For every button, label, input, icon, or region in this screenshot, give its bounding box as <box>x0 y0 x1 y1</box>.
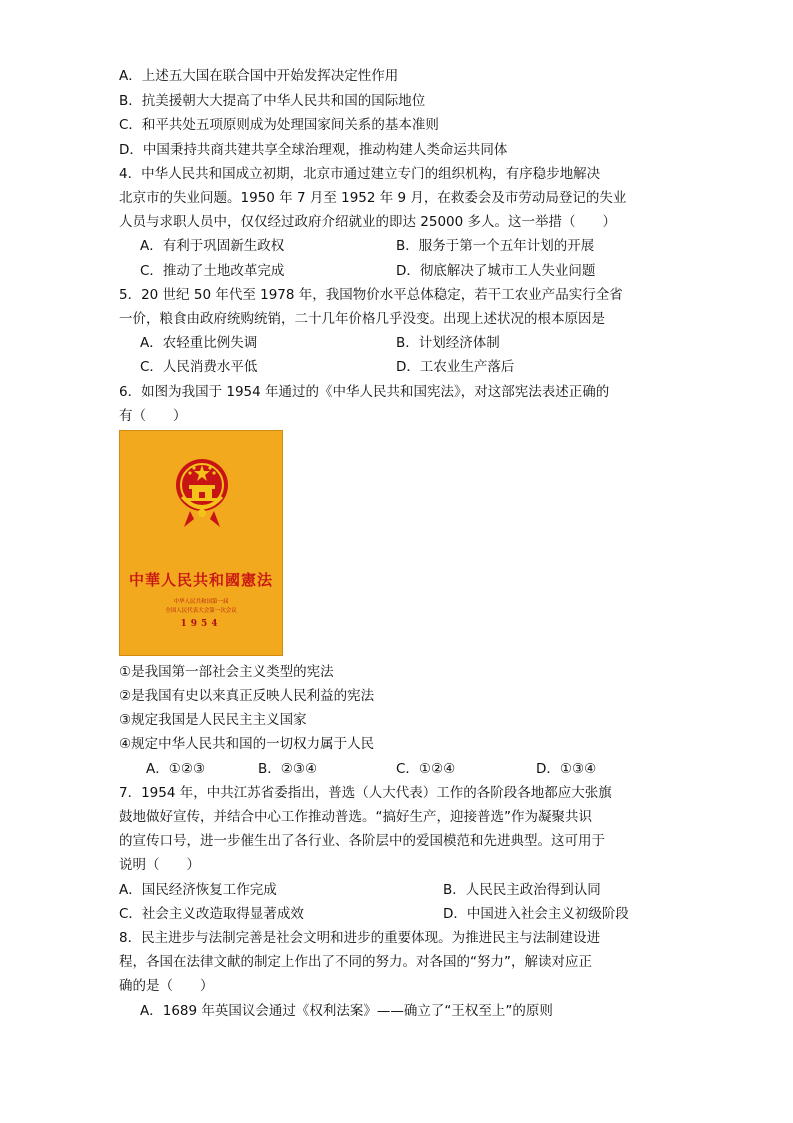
q4-option-d: D．彻底解决了城市工人失业问题 <box>396 263 596 279</box>
q4-stem-line1: 4．中华人民共和国成立初期，北京市通过建立专门的组织机构，有序稳步地解决 <box>119 166 601 182</box>
q6-statement-1: ①是我国第一部社会主义类型的宪法 <box>119 664 334 680</box>
q6-option-b: B．②③④ <box>258 761 318 777</box>
q5-option-a: A．农轻重比例失调 <box>140 335 258 351</box>
national-emblem-icon <box>172 453 232 539</box>
q7-stem-line2: 鼓地做好宣传，并结合中心工作推动普选。“搞好生产，迎接普选”作为凝聚共识 <box>119 809 592 825</box>
q7-option-a: A．国民经济恢复工作完成 <box>119 882 277 898</box>
q7-option-b: B．人民民主政治得到认同 <box>443 882 601 898</box>
q4-option-b: B．服务于第一个五年计划的开展 <box>396 238 595 254</box>
q6-stem-line2: 有（ ） <box>119 408 187 424</box>
book-subtitle-line1: 中华人民共和国第一届 <box>173 599 229 605</box>
q6-statement-2: ②是我国有史以来真正反映人民利益的宪法 <box>119 688 375 704</box>
q6-option-c: C．①②④ <box>396 761 456 777</box>
q4-stem-line3: 人员与求职人员中，仅仅经过政府介绍就业的即达 25000 多人。这一举措（ ） <box>119 214 617 230</box>
q8-stem-line2: 程，各国在法律文献的制定上作出了不同的努力。对各国的“努力”，解读对应正 <box>119 954 592 970</box>
book-year: 1954 <box>180 619 222 629</box>
book-title: 中華人民共和國憲法 <box>128 571 273 589</box>
q4-option-a: A．有利于巩固新生政权 <box>140 238 285 254</box>
q7-option-d: D．中国进入社会主义初级阶段 <box>443 906 629 922</box>
q7-option-c: C．社会主义改造取得显著成效 <box>119 906 304 922</box>
q3-option-c: C．和平共处五项原则成为处理国家间关系的基本准则 <box>119 117 439 133</box>
q4-option-c: C．推动了土地改革完成 <box>140 263 285 279</box>
constitution-book-cover-image <box>119 430 283 656</box>
q8-stem-line1: 8．民主进步与法制完善是社会文明和进步的重要体现。为推进民主与法制建设进 <box>119 930 601 946</box>
q5-option-c: C．人民消费水平低 <box>140 359 258 375</box>
q7-stem-line3: 的宣传口号，进一步催生出了各行业、各阶层中的爱国模范和先进典型。这可用于 <box>119 833 605 849</box>
q7-stem-line4: 说明（ ） <box>119 857 200 873</box>
q5-option-d: D．工农业生产落后 <box>396 359 515 375</box>
q5-stem-line2: 一价，粮食由政府统购统销，二十几年价格几乎没变。出现上述状况的根本原因是 <box>119 311 605 327</box>
q4-stem-line2: 北京市的失业问题。1950 年 7 月至 1952 年 9 月，在救委会及市劳动局登记的失业 <box>119 190 627 206</box>
q8-stem-line3: 确的是（ ） <box>119 978 214 994</box>
q5-stem-line1: 5．20 世纪 50 年代至 1978 年，我国物价水平总体稳定，若干工农业产品实行全省 <box>119 287 623 303</box>
book-subtitle-line2: 全国人民代表大会第一次会议 <box>165 608 237 614</box>
q3-option-a: A．上述五大国在联合国中开始发挥决定性作用 <box>119 68 399 84</box>
q8-option-a: A．1689 年英国议会通过《权利法案》——确立了“王权至上”的原则 <box>140 1003 553 1019</box>
q5-option-b: B．计划经济体制 <box>396 335 500 351</box>
q3-option-b: B．抗美援朝大大提高了中华人民共和国的国际地位 <box>119 93 426 109</box>
q6-statement-4: ④规定中华人民共和国的一切权力属于人民 <box>119 736 375 752</box>
q3-option-d: D．中国秉持共商共建共享全球治理观，推动构建人类命运共同体 <box>119 142 508 158</box>
q6-stem-line1: 6．如图为我国于 1954 年通过的《中华人民共和国宪法》，对这部宪法表述正确的 <box>119 384 610 400</box>
q6-statement-3: ③规定我国是人民民主主义国家 <box>119 712 307 728</box>
q7-stem-line1: 7．1954 年，中共江苏省委指出，普选（人大代表）工作的各阶段各地都应大张旗 <box>119 785 612 801</box>
q6-option-a: A．①②③ <box>146 761 206 777</box>
q6-option-d: D．①③④ <box>536 761 597 777</box>
